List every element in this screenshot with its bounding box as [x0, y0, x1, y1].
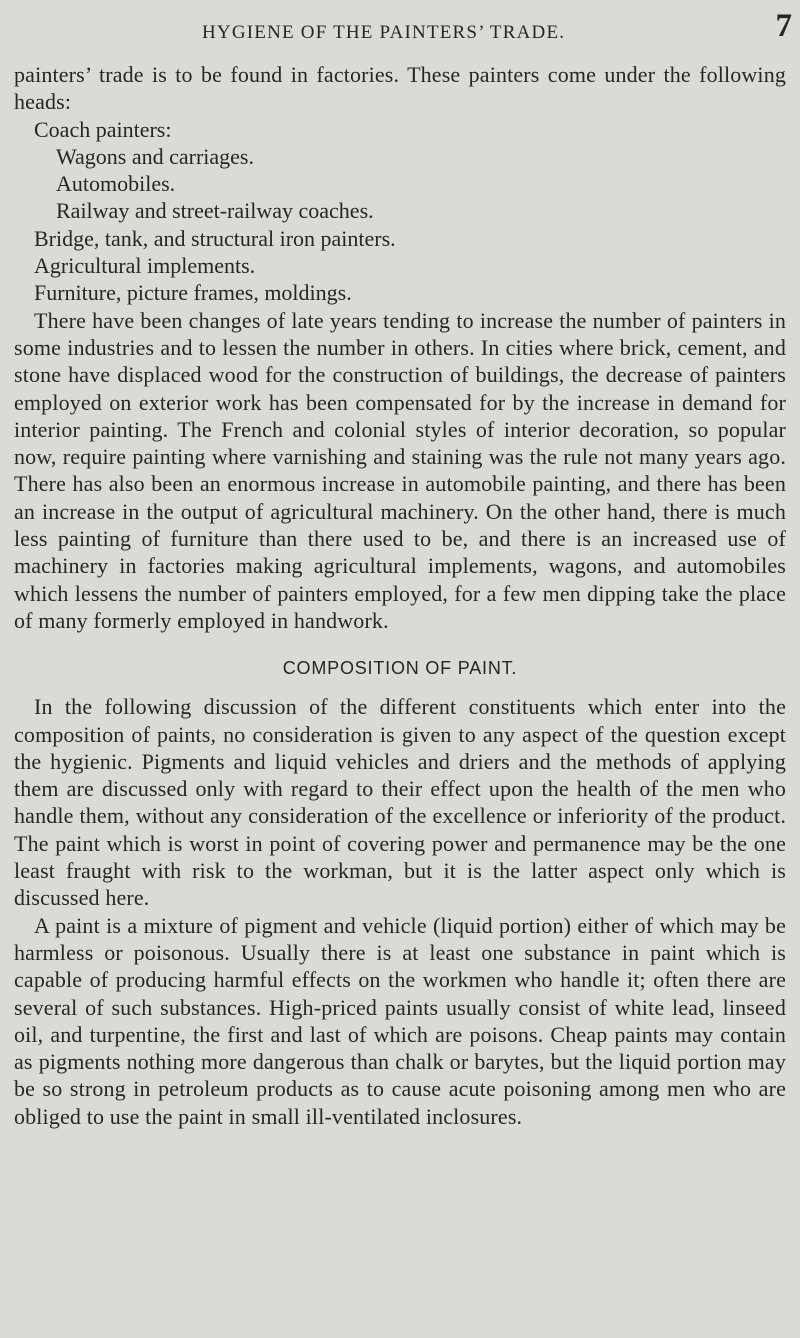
- list-item: Agricultural implements.: [34, 253, 256, 279]
- paragraph-changes: There have been changes of late years tending to increase the number of painters in some industries and to lessen the number in others. In cities where brick, cement, and stone have displaced wood for the construction of buildings, the decrease of painters employed on exterior work has been compensated for by the increase in demand for interior painting. The French and colonial styles of interior decoration, so popular now, require painting where varnishing and staining was the rule not many years ago. There has also been an enormous increase in automobile painting, and there has been an increase in the output of agricultural machinery. On the other hand, there is much less painting of furniture than there used to be, and there is an increased use of machinery in factories making agricultural implements, wagons, and automobiles which lessens the number of painters employed, for a few men dipping take the place of many formerly employed in handwork.: [14, 307, 786, 633]
- painter-categories-list: [14, 116, 786, 307]
- list-item: Railway and street-railway coaches.: [56, 198, 374, 224]
- list-item: Bridge, tank, and structural iron painters.: [34, 225, 396, 251]
- list-item: Furniture, picture frames, moldings.: [34, 280, 352, 306]
- page-header: [0, 6, 800, 46]
- paragraph-discussion: In the following discussion of the different constituents which enter into the composition of paints, no consideration is given to any aspect of the question except the hygienic. Pigments and liquid vehicles and driers and the methods of applying them are discussed only with regard to their effect upon the health of the men who handle them, without any consideration of the excellence or inferiority of the product. The paint which is worst in point of covering power and permanence may be the one least fraught with risk to the workman, but it is the latter aspect only which is discussed here.: [14, 694, 786, 911]
- list-item: Automobiles.: [56, 171, 176, 197]
- page-body: [14, 61, 786, 1130]
- list-item: Wagons and carriages.: [56, 143, 254, 169]
- paragraph-mixture: A paint is a mixture of pigment and vehicle (liquid portion) either of which may be harmless or poisonous. Usually there is at least one substance in paint which is capable of producing harmful effects on the workmen who handle it; often there are several of such substances. High-priced paints usually consist of white lead, linseed oil, and turpentine, the first and last of which are poisons. Cheap paints may contain as pigments nothing more dangerous than chalk or barytes, but the liquid portion may be so strong in petroleum products as to cause acute poisoning among men who are obliged to use the paint in small ill-ventilated inclosures.: [14, 912, 786, 1129]
- page-number: 7: [775, 8, 792, 44]
- section-title: COMPOSITION OF PAINT.: [282, 658, 518, 679]
- intro-paragraph: painters’ trade is to be found in factories. These painters come under the following heads:: [14, 62, 786, 115]
- running-head: HYGIENE OF THE PAINTERS’ TRADE.: [202, 22, 566, 43]
- list-heading-coach-painters: Coach painters:: [34, 116, 172, 142]
